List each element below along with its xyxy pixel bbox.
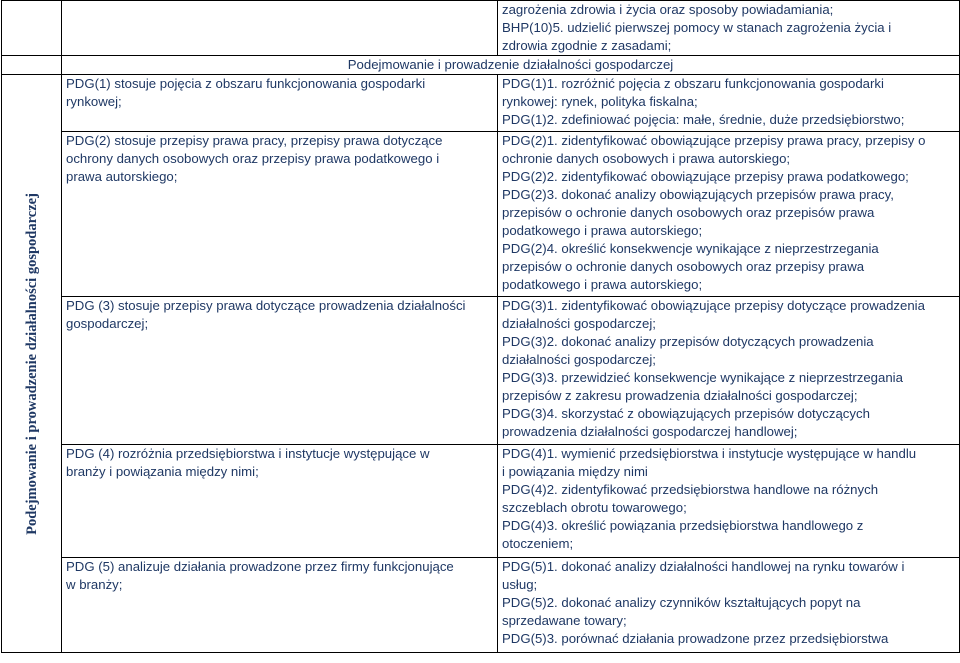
right-line: PDG(4)3. określić powiązania przedsiębiorstwa handlowego z xyxy=(502,518,864,533)
right-cell xyxy=(498,132,960,297)
right-line: i powiązania między nimi xyxy=(502,464,648,479)
right-cell xyxy=(498,75,960,132)
right-line: sprzedawane towary; xyxy=(502,613,627,628)
table-row xyxy=(2,558,960,653)
left-line: PDG (5) analizuje działania prowadzone przez firmy funkcjonujące xyxy=(66,559,454,574)
right-line: PDG(5)1. dokonać analizy działalności handlowej na rynku towarów i xyxy=(502,559,905,574)
top-right-cell xyxy=(498,1,960,56)
left-cell xyxy=(62,297,498,445)
right-line: PDG(2)2. zidentyfikować obowiązujące przepisy prawa podatkowego; xyxy=(502,169,909,184)
header-side-cell xyxy=(2,56,62,75)
left-line: PDG(1) stosuje pojęcia z obszaru funkcjonowania gospodarki xyxy=(66,76,426,91)
right-line: przepisów o ochronie danych osobowych oraz przepisów prawa xyxy=(502,205,875,220)
left-cell xyxy=(62,75,498,132)
right-line: PDG(5)3. porównać działania prowadzone przez przedsiębiorstwa xyxy=(502,631,889,646)
right-line: PDG(3)1. zidentyfikować obowiązujące przepisy dotyczące prowadzenia xyxy=(502,298,925,313)
right-line: PDG(4)1. wymienić przedsiębiorstwa i instytucje występujące w handlu xyxy=(502,446,917,461)
top-continuation-row xyxy=(2,1,960,56)
left-cell xyxy=(62,445,498,558)
left-line: w branży; xyxy=(66,577,123,592)
right-line: usług; xyxy=(502,577,538,592)
right-line: przepisów z zakresu prowadzenia działalności gospodarczej; xyxy=(502,388,858,403)
right-line: PDG(2)3. dokonać analizy obowiązujących przepisów prawa pracy, xyxy=(502,187,894,202)
right-line: PDG(1)1. rozróżnić pojęcia z obszaru funkcjonowania gospodarki xyxy=(502,76,884,91)
right-line: otoczeniem; xyxy=(502,536,574,551)
right-line: działalności gospodarczej; xyxy=(502,316,656,331)
right-line: szczeblach obrotu towarowego; xyxy=(502,500,687,515)
left-line: rynkowej; xyxy=(66,94,122,109)
side-label: Podejmowanie i prowadzenie działalności gospodarczej xyxy=(23,192,40,535)
right-line: PDG(2)1. zidentyfikować obowiązujące przepisy prawa pracy, przepisy o xyxy=(502,133,926,148)
top-line: zagrożenia zdrowia i życia oraz sposoby powiadamiania; xyxy=(502,2,834,17)
left-line: PDG(2) stosuje przepisy prawa pracy, przepisy prawa dotyczące xyxy=(66,133,443,148)
right-line: PDG(1)2. zdefiniować pojęcia: małe, średnie, duże przedsiębiorstwo; xyxy=(502,112,905,127)
left-line: PDG (4) rozróżnia przedsiębiorstwa i instytucje występujące w xyxy=(66,446,430,461)
table-row xyxy=(2,132,960,297)
right-line: PDG(5)2. dokonać analizy czynników kształtujących popyt na xyxy=(502,595,861,610)
top-side-cell xyxy=(2,1,62,56)
right-line: PDG(3)4. skorzystać z obowiązujących przepisów dotyczących xyxy=(502,406,870,421)
left-line: prawa autorskiego; xyxy=(66,169,178,184)
right-cell xyxy=(498,445,960,558)
right-line: podatkowego i prawa autorskiego; xyxy=(502,277,703,292)
table-row xyxy=(2,445,960,558)
left-cell xyxy=(62,132,498,297)
table-row xyxy=(2,75,960,132)
right-line: prowadzenia działalności gospodarczej handlowej; xyxy=(502,424,798,439)
right-line: rynkowej: rynek, polityka fiskalna; xyxy=(502,94,698,109)
right-cell xyxy=(498,297,960,445)
left-line: ochrony danych osobowych oraz przepisy prawa podatkowego i xyxy=(66,151,440,166)
top-line: BHP(10)5. udzielić pierwszej pomocy w stanach zagrożenia życia i xyxy=(502,20,892,35)
right-line: PDG(3)2. dokonać analizy przepisów dotyczących prowadzenia xyxy=(502,334,874,349)
competency-table xyxy=(1,0,960,653)
right-line: przepisów o ochronie danych osobowych oraz przepisy prawa xyxy=(502,259,865,274)
right-line: PDG(3)3. przewidzieć konsekwencje wynikające z nieprzestrzegania xyxy=(502,370,903,385)
right-line: ochronie danych osobowych i prawa autorskiego; xyxy=(502,151,791,166)
right-cell xyxy=(498,558,960,653)
section-header-row xyxy=(2,56,960,75)
top-left-cell xyxy=(62,1,498,56)
side-label-cell xyxy=(2,75,62,653)
right-line: PDG(2)4. określić konsekwencje wynikające z nieprzestrzegania xyxy=(502,241,879,256)
section-header: Podejmowanie i prowadzenie działalności gospodarczej xyxy=(62,56,960,75)
left-line: PDG (3) stosuje przepisy prawa dotyczące prowadzenia działalności xyxy=(66,298,466,313)
top-line: zdrowia zgodnie z zasadami; xyxy=(502,38,672,53)
right-line: działalności gospodarczej; xyxy=(502,352,656,367)
left-cell xyxy=(62,558,498,653)
left-line: branży i powiązania między nimi; xyxy=(66,464,259,479)
left-line: gospodarczej; xyxy=(66,316,149,331)
right-line: podatkowego i prawa autorskiego; xyxy=(502,223,703,238)
table-row xyxy=(2,297,960,445)
right-line: PDG(4)2. zidentyfikować przedsiębiorstwa handlowe na różnych xyxy=(502,482,879,497)
